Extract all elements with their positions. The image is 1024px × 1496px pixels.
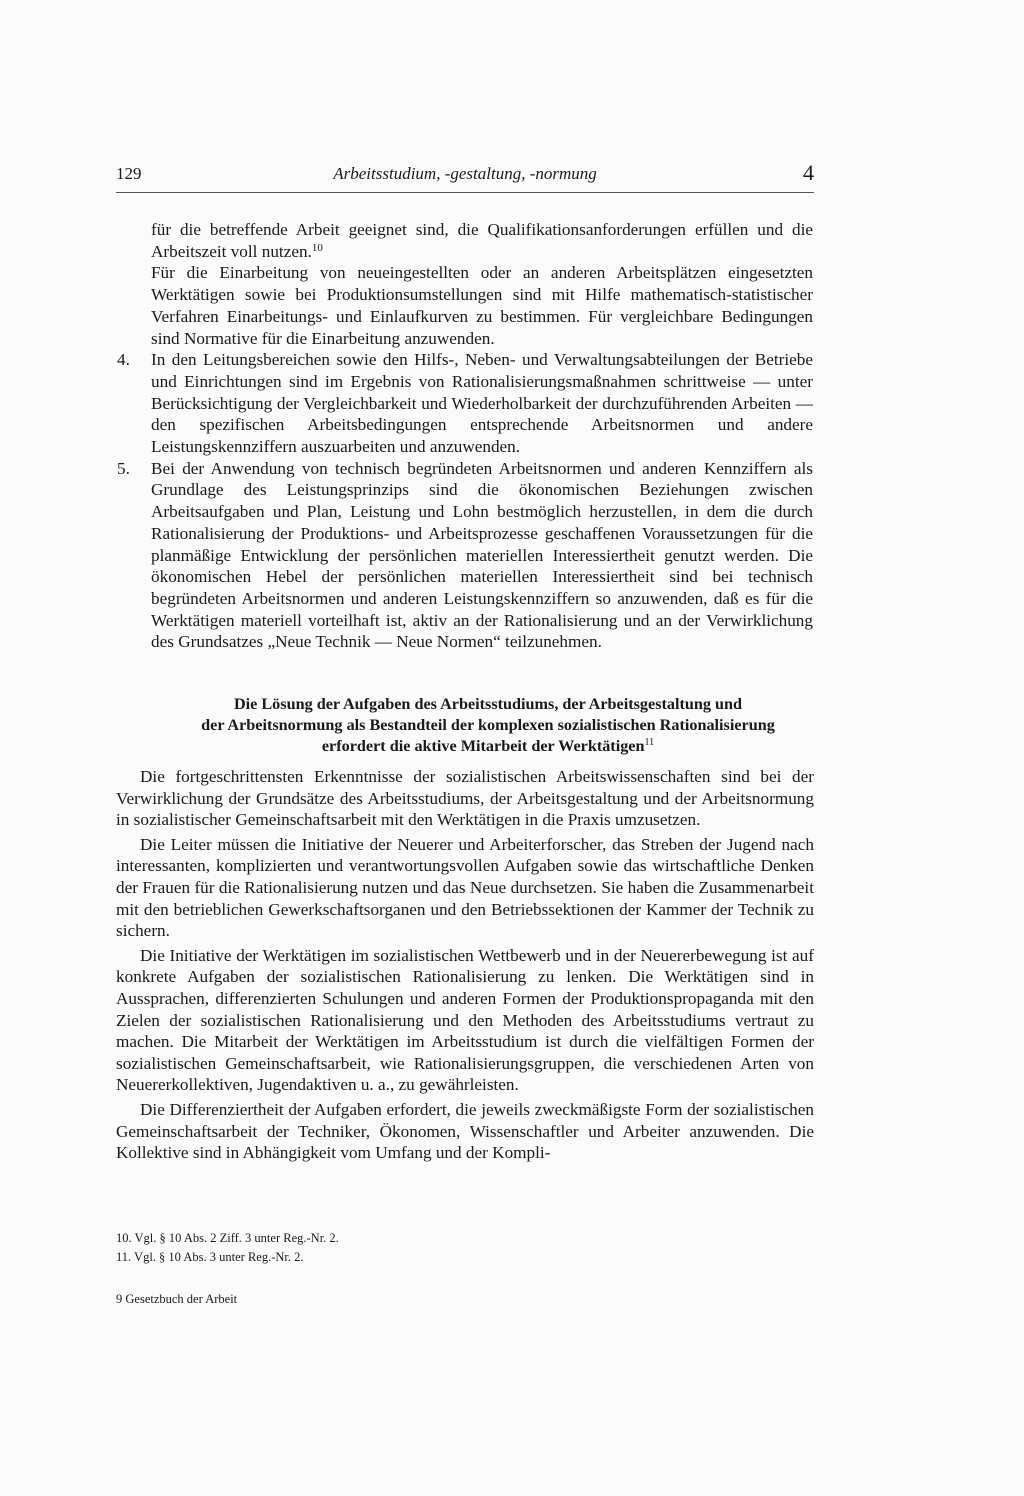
footnote-ref-10: 10 bbox=[311, 241, 323, 254]
list-item-4 bbox=[117, 349, 813, 458]
paragraph-3: Die Initiative der Werktätigen im sozialistischen Wettbewerb und in der Neuererbewegung ist auf konkrete Aufgaben der sozialistischen Rationalisierung zu lenken. Die Werktätigen sind in Aussprachen, differenzierten Schulungen und anderen Formen der Produktionspropaganda mit den Zielen der sozialistischen Rationalisierung und den Methoden des Arbeitsstudiums vertraut zu machen. Die Mitarbeit der Werktätigen im Arbeitsstudium ist durch die vielfältigen Formen der sozialistischen Gemeinschaftsarbeit, wie Rationalisierungsgruppen, die verschiedenen Arten von Neuererkollektiven, Jugendaktiven u. a., zu gewährleisten. bbox=[116, 945, 814, 1095]
list-item-5 bbox=[117, 458, 813, 653]
main-text bbox=[116, 766, 814, 1167]
intro-paragraph-1-text: für die betreffende Arbeit geeignet sind, die Qualifikationsanforderungen erfüllen und die Arbeitszeit voll nutzen. bbox=[151, 220, 813, 261]
running-head-title: Arbeitsstudium, -gestaltung, -normung bbox=[333, 164, 597, 183]
chapter-number: 4 bbox=[803, 160, 814, 185]
heading-line-3-text: erfordert die aktive Mitarbeit der Werktätigen bbox=[321, 737, 645, 756]
list-item-4-text: In den Leitungsbereichen sowie den Hilfs-, Neben- und Verwaltungsabteilungen der Betriebe und Einrichtungen sind im Ergebnis von Rationalisierungsmaßnahmen schrittweise — unter Berücksichtigung der Vergleichbarkeit und Wiederholbarkeit der durchzuführenden Arbeiten — den spezifischen Arbeitsbedingungen entsprechende Arbeitsnormen und andere Leistungskennziffern auszuarbeiten und anzuwenden. bbox=[151, 350, 813, 457]
footnotes bbox=[116, 1229, 339, 1267]
paragraph-1: Die fortgeschrittensten Erkenntnisse der sozialistischen Arbeitswissenschaften sind bei der Verwirklichung der Grundsätze des Arbeitsstudiums, der Arbeitsgestaltung und der Arbeitsnormung in sozialistischer Gemeinschaftsarbeit mit den Werktätigen in die Praxis umzusetzen. bbox=[116, 767, 814, 830]
heading-line-3 bbox=[140, 736, 836, 757]
section-heading bbox=[140, 694, 836, 758]
running-header bbox=[116, 160, 814, 193]
intro-paragraph-2: Für die Einarbeitung von neueingestellten oder an anderen Arbeitsplätzen eingesetzten Werktätigen sowie bei Produktionsumstellungen sind mit Hilfe mathematisch-statistischer Verfahren Einarbeitungs- und Einlaufkurven zu bestimmen. Für vergleichbare Bedingungen sind Normative für die Einarbeitung anzuwenden. bbox=[151, 263, 813, 348]
footnote-11: 11. Vgl. § 10 Abs. 3 unter Reg.-Nr. 2. bbox=[116, 1250, 304, 1264]
intro-paragraph-1 bbox=[151, 219, 813, 262]
list-item-5-text: Bei der Anwendung von technisch begründeten Arbeitsnormen und anderen Kennziffern als Grundlage des Leistungsprinzips sind die ökonomischen Beziehungen zwischen Arbeitsaufgaben und Plan, Leistung und Lohn bestmöglich herzustellen, in dem die durch Rationalisierung der Produktions- und Arbeitsprozesse geschaffenen Voraussetzungen für die planmäßige Entwicklung der persönlichen materiellen Interessiertheit genutzt werden. Die ökonomischen Hebel der persönlichen materiellen Interessiertheit sind bei technisch begründeten Arbeitsnormen und anderen Leistungskennziffern so anzuwenden, daß es für die Werktätigen materiell vorteilhaft ist, aktiv an der Rationalisierung und an der Verwirklichung des Grundsatzes „Neue Technik — Neue Normen“ teilzunehmen. bbox=[151, 458, 813, 652]
numbered-section bbox=[117, 219, 813, 653]
footnote-10: 10. Vgl. § 10 Abs. 2 Ziff. 3 unter Reg.-Nr. 2. bbox=[116, 1231, 339, 1245]
list-item-5-number: 5. bbox=[117, 458, 130, 478]
footnote-ref-11: 11 bbox=[644, 737, 655, 749]
page-number: 129 bbox=[116, 164, 142, 183]
list-item-4-number: 4. bbox=[117, 350, 130, 370]
paragraph-4: Die Differenziertheit der Aufgaben erfordert, die jeweils zweckmäßigste Form der sozialistischen Gemeinschaftsarbeit der Techniker, Ökonomen, Wissenschaftler und Arbeiter anzuwenden. Die Kollektive sind in Abhängigkeit vom Umfang und der Kompli- bbox=[116, 1099, 814, 1163]
paragraph-2: Die Leiter müssen die Initiative der Neuerer und Arbeiterforscher, das Streben der Jugend nach interessanten, komplizierten und verantwortungsvollen Aufgaben sowie das wirtschaftliche Denken der Frauen für die Rationalisierung nutzen und das Neue durchsetzen. Sie haben die Zusammenarbeit mit den betrieblichen Gewerkschaftsorganen und den Betriebssektionen der Kammer der Technik zu sichern. bbox=[116, 834, 814, 941]
page-footer: 9 Gesetzbuch der Arbeit bbox=[116, 1292, 238, 1306]
heading-line-1: Die Lösung der Aufgaben des Arbeitsstudiums, der Arbeitsgestaltung und bbox=[233, 695, 743, 713]
heading-line-2: der Arbeitsnormung als Bestandteil der komplexen sozialistischen Rationalisierung bbox=[201, 716, 775, 735]
